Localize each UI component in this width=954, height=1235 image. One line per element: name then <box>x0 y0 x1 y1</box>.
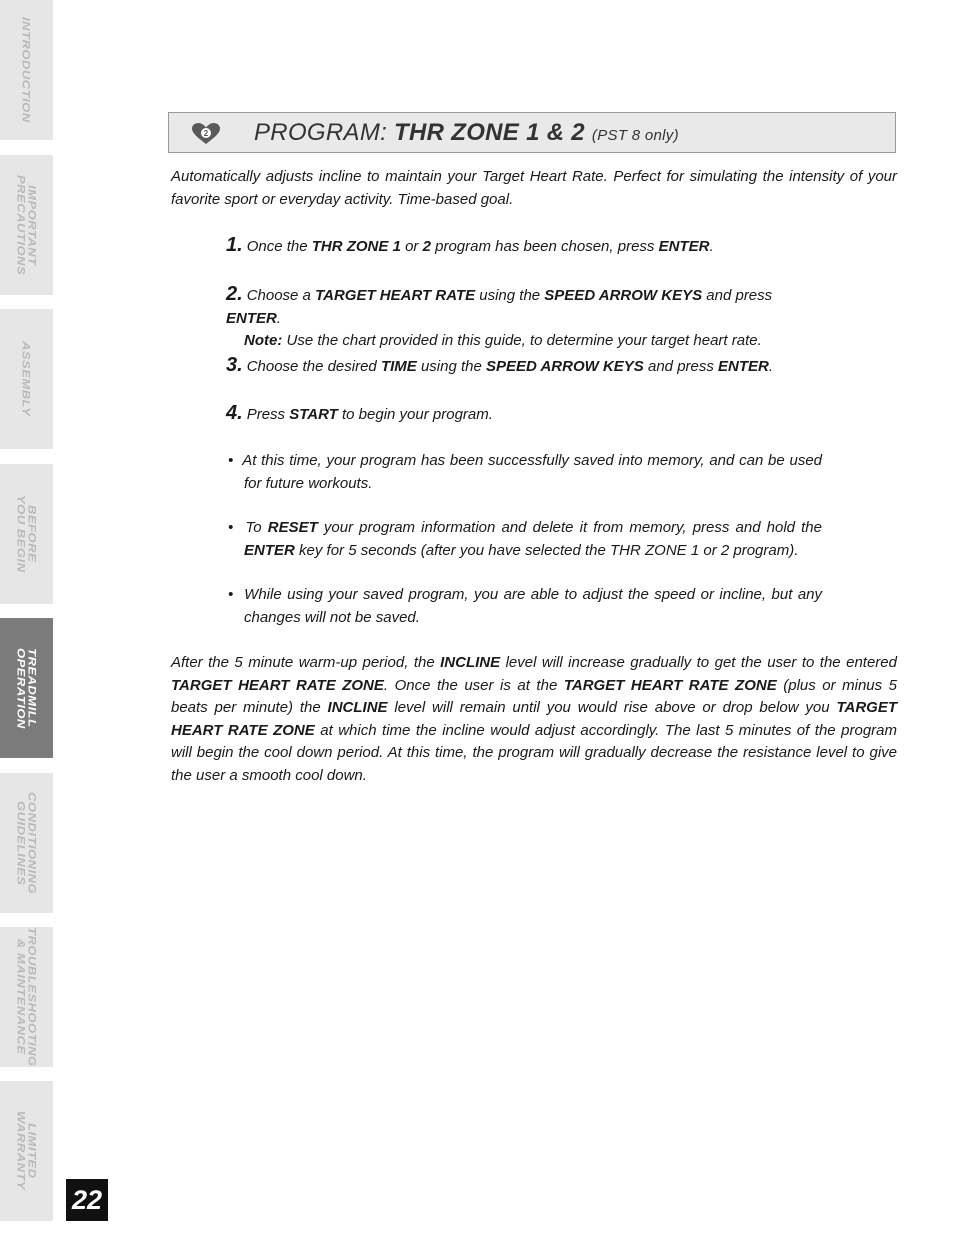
bullet-adjust: • While using your saved program, you are able to adjust the speed or incline, but any changes will not be saved. <box>228 586 823 626</box>
sidebar-tab-assembly[interactable] <box>0 309 53 449</box>
step-text: Choose a <box>246 287 316 304</box>
note-text: Use the chart provided in this guide, to determine your target heart rate. <box>282 332 762 349</box>
outro-text: . Once the user is at the <box>383 676 564 694</box>
note-label: Note: <box>244 332 283 349</box>
sidebar-tab-before-you-begin[interactable] <box>0 464 53 604</box>
sidebar-tab-treadmill-operation[interactable] <box>0 618 53 758</box>
page-number: 22 <box>66 1179 108 1221</box>
outro-keyword: TARGET HEART RATE ZONE <box>171 699 898 739</box>
step-text: . <box>768 358 774 375</box>
heart-icon-number: 2 <box>203 129 209 138</box>
step-4 <box>226 402 826 427</box>
title-prefix: PROGRAM: <box>254 119 395 146</box>
bullet-text: At this time, your program has been successfully saved into memory, and can be used for future workouts. <box>242 452 823 492</box>
step-keyword: ENTER <box>718 358 769 375</box>
step-text: . <box>709 238 714 255</box>
outro-paragraph <box>171 652 897 787</box>
step-number: 2. <box>226 283 243 305</box>
step-note <box>226 330 826 353</box>
program-header <box>168 112 896 153</box>
step-text: Once the <box>246 238 312 255</box>
heart-icon <box>191 122 221 146</box>
bullet-reset: • To RESET your program information and delete it from memory, press and hold the ENTER key for 5 seconds (after you have selected the THR ZONE 1 or 2 program). <box>228 519 822 559</box>
sidebar-tab-troubleshooting-maintenance[interactable] <box>0 927 53 1067</box>
sidebar-tab-label: INTRODUCTION <box>20 17 33 123</box>
outro-keyword: INCLINE <box>327 699 388 716</box>
sidebar-tab-important-precautions[interactable] <box>0 155 53 295</box>
outro-text: (plus or minus 5 beats per minute) the <box>171 676 898 716</box>
sidebar-tab-label: TREADMILL OPERATION <box>14 647 39 729</box>
sidebar-tab-label: IMPORTANT PRECAUTIONS <box>14 174 39 276</box>
step-number: 3. <box>226 354 243 376</box>
sidebar-tab-label: BEFORE YOU BEGIN <box>14 495 39 573</box>
page-title <box>254 119 679 147</box>
step-number: 4. <box>226 402 243 424</box>
step-text: program has been chosen, press <box>430 238 659 255</box>
bullet-text: key for 5 seconds (after you have selected the THR ZONE 1 or 2 program). <box>294 541 799 559</box>
outro-keyword: INCLINE <box>440 654 501 671</box>
step-text: using the <box>416 358 487 375</box>
step-keyword: TIME <box>380 358 417 375</box>
sidebar-tab-label: ASSEMBLY <box>20 341 33 417</box>
step-text: or <box>400 238 423 255</box>
outro-text: After the 5 minute warm-up period, the <box>171 654 441 671</box>
step-keyword: START <box>289 406 338 423</box>
intro-paragraph: Automatically adjusts incline to maintain your Target Heart Rate. Perfect for simulating the intensity of your favorite sport or everyday activity. Time-based goal. <box>171 168 897 208</box>
step-text: and press <box>702 287 773 304</box>
step-keyword: ENTER <box>226 309 277 327</box>
outro-text: level will increase gradually to get the user to the entered <box>500 654 897 671</box>
outro-keyword: TARGET HEART RATE ZONE <box>563 676 777 694</box>
sidebar-tab-limited-warranty[interactable] <box>0 1081 53 1221</box>
outro-text: level will remain until you would rise above or drop below you <box>387 699 837 716</box>
step-keyword: SPEED ARROW KEYS <box>544 287 703 304</box>
step-text: . <box>276 309 282 327</box>
step-number: 1. <box>226 234 243 256</box>
bullet-text: While using your saved program, you are able to adjust the speed or incline, but any changes will not be saved. <box>244 586 823 626</box>
step-keyword: ENTER <box>658 238 710 255</box>
sidebar-tab-label: TROUBLESHOOTING & MAINTENANCE <box>14 927 39 1067</box>
sidebar-tab-label: LIMITED WARRANTY <box>14 1111 39 1191</box>
step-keyword: 2 <box>422 238 431 255</box>
sidebar-tab-conditioning-guidelines[interactable] <box>0 773 53 913</box>
step-text: Press <box>246 406 290 423</box>
step-3 <box>226 354 826 379</box>
step-keyword: TARGET HEART RATE <box>315 287 476 304</box>
bullet-text: your program information and delete it from memory, press and hold the <box>317 519 822 536</box>
step-text: and press <box>643 358 719 375</box>
bullet-text: To <box>245 519 268 536</box>
sidebar-tab-introduction[interactable] <box>0 0 53 140</box>
outro-text: at which time the incline would adjust accordingly. The last 5 minutes of the program will begin the cool down period. At this time, the program will gradually decrease the resistance level to give the user a smooth cool down. <box>171 721 897 784</box>
program-note: (PST 8 only) <box>591 127 679 144</box>
step-keyword: SPEED ARROW KEYS <box>486 358 644 375</box>
sidebar-tab-label: CONDITIONING GUIDELINES <box>14 791 39 895</box>
step-text: Choose the desired <box>246 358 381 375</box>
bullet-keyword: RESET <box>267 519 318 536</box>
program-name: THR ZONE 1 & 2 <box>394 119 585 146</box>
step-keyword: THR ZONE 1 <box>311 238 401 255</box>
outro-keyword: TARGET HEART RATE ZONE <box>171 676 384 694</box>
step-1 <box>226 234 826 259</box>
step-text: to begin your program. <box>337 406 493 423</box>
step-2 <box>226 283 826 353</box>
step-text: using the <box>475 287 545 304</box>
bullet-keyword: ENTER <box>244 541 295 559</box>
bullet-saved: • At this time, your program has been successfully saved into memory, and can be used for future workouts. <box>228 452 823 492</box>
